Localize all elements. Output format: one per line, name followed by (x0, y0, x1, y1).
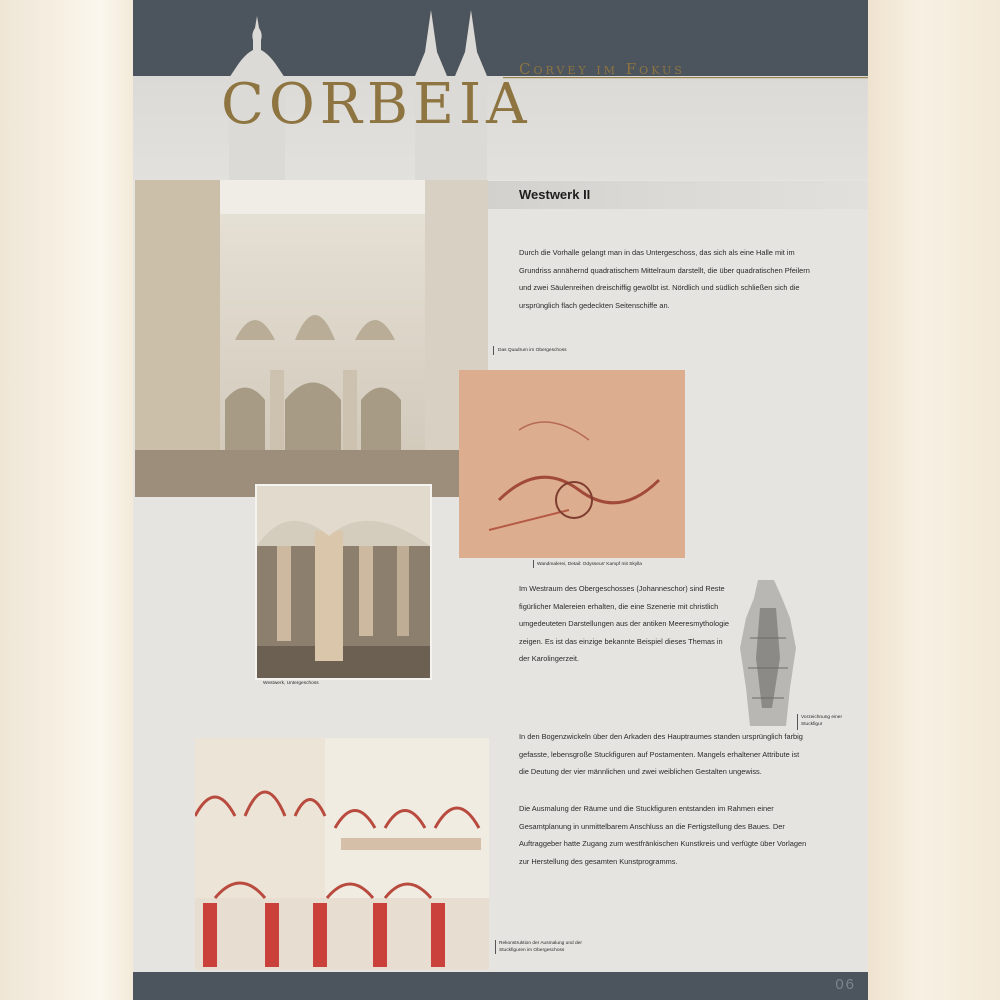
caption-fresco: Wandmalerei, Detail: Odysseus' Kampf mit Skylla (537, 562, 642, 567)
hall-interior-photo (135, 180, 488, 497)
paragraph-stucco: In den Bogenzwickeln über den Arkaden des Hauptraumes standen ursprünglich farbig gefasste, lebensgroße Stuckfiguren auf Postamenten. Mangels erhaltener Attribute ist die Deutung der vier männlichen und zwei weiblichen Gestalten ungewiss. (519, 732, 803, 776)
header-subtitle: Corvey im Fokus (519, 60, 685, 78)
info-panel (133, 0, 868, 1000)
paragraph-intro: Durch die Vorhalle gelangt man in das Untergeschoss, das sich als eine Halle mit im Grundriss annähernd quadratischem Mittelraum darstellt, die über quadratischen Pfeilern und zwei Säulenreihen dreischiffig gewölbt ist. Nördlich und südlich schließen sich die ursprünglich flach gedeckten Seitenschiffe an. (519, 248, 810, 310)
fresco-photo (459, 370, 685, 558)
section-title: Westwerk II (519, 187, 591, 202)
caption-reconstruction: Rekonstruktion der Ausmalung und der Stuckfiguren im Obergeschoss (499, 941, 582, 953)
logo-wordmark: CORBEIA (221, 72, 532, 137)
paragraph-planning: Die Ausmalung der Räume und die Stuckfiguren entstanden im Rahmen einer Gesamtplanung in unmittelbarem Anschluss an die Fertigstellung des Baues. Der Auftraggeber hatte Zugang zum westfränkischen Kunstkreis und verfügte über Vorlagen zur Herstellung des gesamten Kunstprogramms. (519, 804, 807, 866)
paragraph-murals: Im Westraum des Obergeschosses (Johanneschor) sind Reste figürlicher Malereien erhalten, die eine Szenerie mit christlich umgedeuteten Darstellungen aus der antiken Meeresmythologie zeigen. Es ist das einzige bekannte Beispiel dieses Themas in der Karolingerzeit. (519, 584, 729, 663)
caption-hall: Das Quadrum im Obergeschoss (498, 348, 567, 353)
stucco-figure-sketch (730, 578, 806, 728)
reconstruction-painting (195, 738, 489, 970)
footer-band (133, 972, 868, 1000)
crypt-photo (255, 484, 432, 680)
caption-crypt: Westwerk, Untergeschoss (263, 681, 319, 686)
caption-stucco: Vorzeichnung einer Stuckfigur (801, 715, 843, 727)
caption-marker (493, 346, 494, 355)
caption-marker (533, 560, 534, 568)
caption-marker (495, 940, 496, 954)
page-number: 06 (835, 976, 856, 993)
wall-right (868, 0, 1000, 1000)
